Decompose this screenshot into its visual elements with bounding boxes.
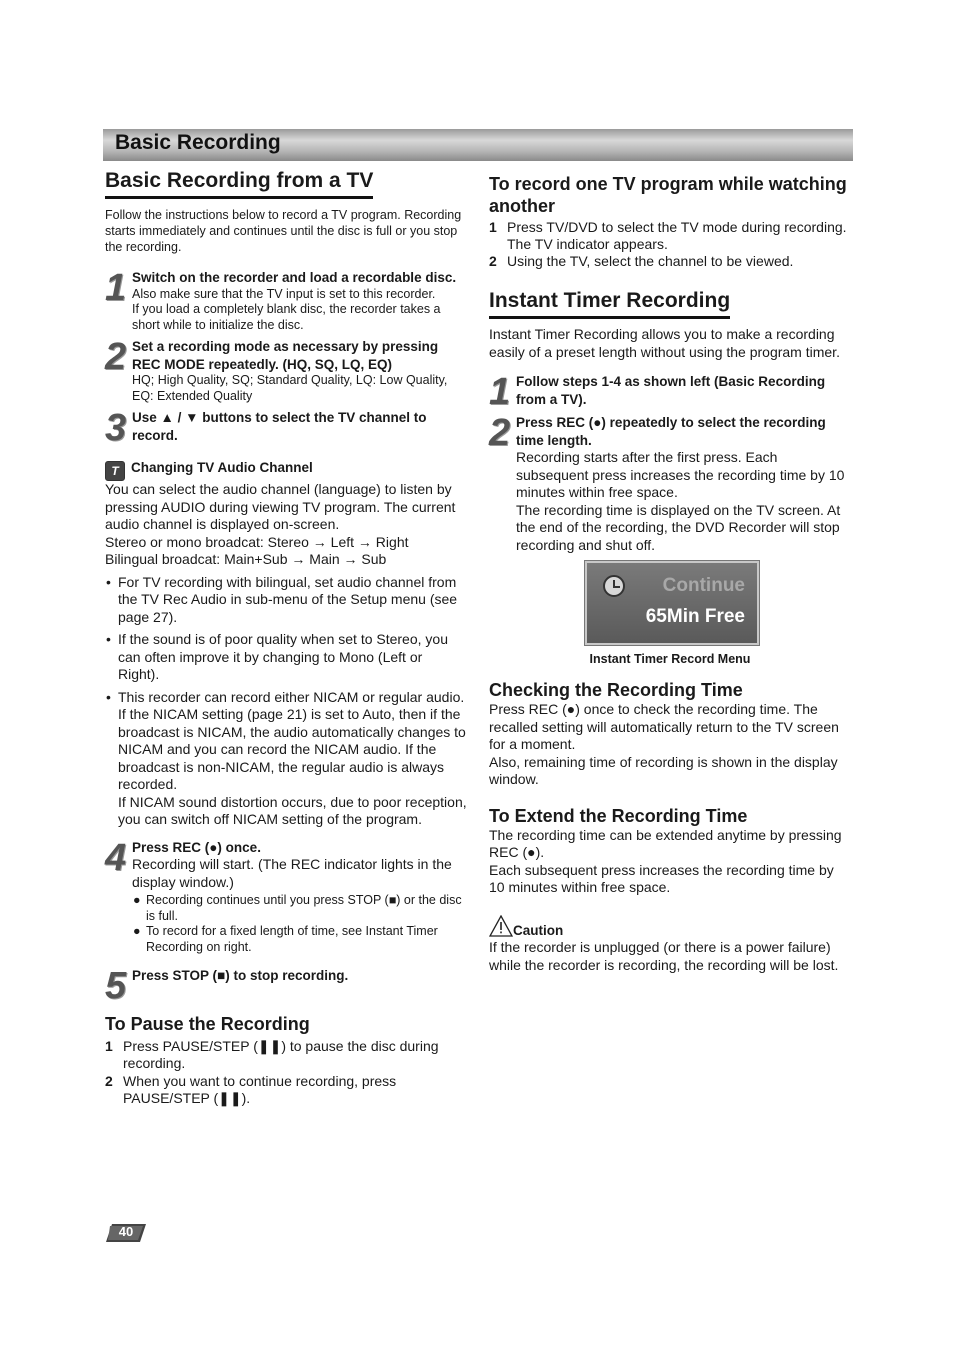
step-number: 1 [489, 371, 509, 413]
step-text: Recording will start. (The REC indicator lights in the display window.) [132, 856, 452, 890]
basic-recording-title: Basic Recording from a TV [105, 168, 373, 199]
tip-bullet: • For TV recording with bilingual, set audio channel from the TV Rec Audio in sub-menu of the Setup menu (see page 27). [105, 574, 467, 627]
watch-item: 2 Using the TV, select the channel to be viewed. [489, 253, 794, 269]
step-subbullet: ● Recording continues until you press STOP (■) or the disc is full. [133, 893, 462, 923]
pause-title: To Pause the Recording [105, 1013, 310, 1034]
tip-icon: T [105, 461, 125, 481]
pause-item: 2 When you want to continue recording, press PAUSE/STEP (❚❚). [105, 1072, 397, 1106]
instant-step-2 [489, 414, 851, 554]
caution-heading [489, 915, 851, 940]
instant-section [489, 288, 851, 666]
caution-icon [489, 915, 513, 937]
step-number: 4 [105, 836, 125, 879]
step-heading: Press REC (●) once. [132, 839, 261, 855]
bilingual-line: Bilingual broadcat: Main+Sub → Main → Sub [105, 551, 387, 567]
caution-title: Caution [513, 922, 564, 938]
step-heading: Use ▲ / ▼ buttons to select the TV channel to record. [132, 410, 427, 443]
watch-item: 1 Press TV/DVD to select the TV mode during recording. The TV indicator appears. [489, 219, 847, 252]
step-3 [105, 407, 467, 449]
page-number-badge [106, 1222, 146, 1244]
checking-section [489, 679, 851, 789]
tip-bullet: • If the sound is of poor quality when set to Stereo, you can often improve it by changing to Mono (Left or Right). [105, 631, 467, 684]
clock-icon [603, 575, 625, 597]
section-title: Basic Recording [115, 131, 281, 154]
tip-text: You can select the audio channel (language) to listen by pressing AUDIO during viewing TV program. The current audio channel is displayed on-screen. [105, 481, 456, 532]
osd-continue: Continue [662, 575, 745, 596]
extend-text: The recording time can be extended anytime by pressing REC (●). [489, 826, 842, 860]
step-subbullet: ● To record for a fixed length of time, see Instant Timer Recording on right. [133, 924, 438, 954]
step-text: Also make sure that the TV input is set to this recorder. [132, 286, 436, 301]
instant-step-1 [489, 371, 851, 413]
step-heading: Press REC (●) repeatedly to select the recording time length. [516, 415, 826, 448]
step-text: HQ; High Quality, SQ; Standard Quality, LQ: Low Quality, EQ: Extended Quality [132, 373, 448, 403]
left-column [105, 168, 467, 1107]
step-number: 1 [105, 267, 125, 309]
step-1 [105, 269, 467, 333]
step-text: If you load a completely blank disc, the recorder takes a short while to initialize the disc. [132, 302, 441, 332]
tip-box [105, 459, 467, 829]
step-heading: Press STOP (■) to stop recording. [132, 968, 349, 983]
instant-timer-osd [585, 561, 759, 645]
step-4 [105, 836, 467, 956]
caution-section [489, 915, 851, 975]
checking-text: Also, remaining time of recording is shown in the display window. [489, 753, 838, 787]
intro-text: Follow the instructions below to record a TV program. Recording starts immediately and continues until the disc is full or you stop the recording. [105, 208, 462, 254]
tip-heading [105, 459, 467, 481]
step-number: 5 [105, 965, 125, 1007]
step-number: 2 [105, 336, 125, 378]
osd-free-time: 65Min Free [645, 606, 745, 627]
section-banner [103, 129, 853, 161]
step-number: 3 [105, 407, 125, 449]
caution-text: If the recorder is unplugged (or there is a power failure) while the recorder is recording, the recording will be lost. [489, 939, 839, 973]
stereo-line: Stereo or mono broadcat: Stereo → Left → Right [105, 533, 409, 550]
watch-title: To record one TV program while watching another [489, 174, 847, 216]
pause-section [105, 1013, 467, 1107]
step-text: The recording time is displayed on the TV screen. At the end of the recording, the DVD Recorder will stop recording and shut off. [516, 501, 841, 553]
instant-intro: Instant Timer Recording allows you to make a recording easily of a preset length without using the program timer. [489, 326, 840, 360]
checking-text: Press REC (●) once to check the recording time. The recalled setting will automatically return to the TV screen for a moment. [489, 701, 839, 752]
pause-item: 1 Press PAUSE/STEP (❚❚) to pause the disc during recording. [105, 1037, 439, 1071]
step-heading: Follow steps 1-4 as shown left (Basic Recording from a TV). [516, 374, 826, 407]
tip-bullet: • This recorder can record either NICAM or regular audio. If the NICAM setting (page 21) is set to Auto, then if the broadcast is NICAM, the audio automatically changes to NICAM and you can record the NICAM audio. If the broadcast is non-NICAM, the regular audio is always recorded. [105, 689, 467, 794]
extend-text: Each subsequent press increases the recording time by 10 minutes within free space. [489, 861, 834, 895]
step-text: Recording starts after the first press. Each subsequent press increases the recording time by 10 minutes within free space. [516, 449, 845, 500]
step-number: 2 [489, 412, 509, 454]
step-heading: Switch on the recorder and load a recordable disc. [132, 270, 457, 285]
right-column [489, 173, 851, 974]
step-5 [105, 965, 467, 1007]
extend-section [489, 805, 851, 897]
osd-caption: Instant Timer Record Menu [589, 652, 751, 666]
instant-title: Instant Timer Recording [489, 288, 730, 319]
extend-title: To Extend the Recording Time [489, 805, 748, 826]
nicam-note: If NICAM sound distortion occurs, due to poor reception, you can switch off NICAM setting of the program. [118, 793, 467, 827]
step-2 [105, 338, 467, 404]
step-heading: Set a recording mode as necessary by pressing REC MODE repeatedly. (HQ, SQ, LQ, EQ) [132, 339, 439, 372]
checking-title: Checking the Recording Time [489, 680, 743, 700]
page-number: 40 [118, 1224, 134, 1239]
tip-title: Changing TV Audio Channel [131, 460, 313, 475]
